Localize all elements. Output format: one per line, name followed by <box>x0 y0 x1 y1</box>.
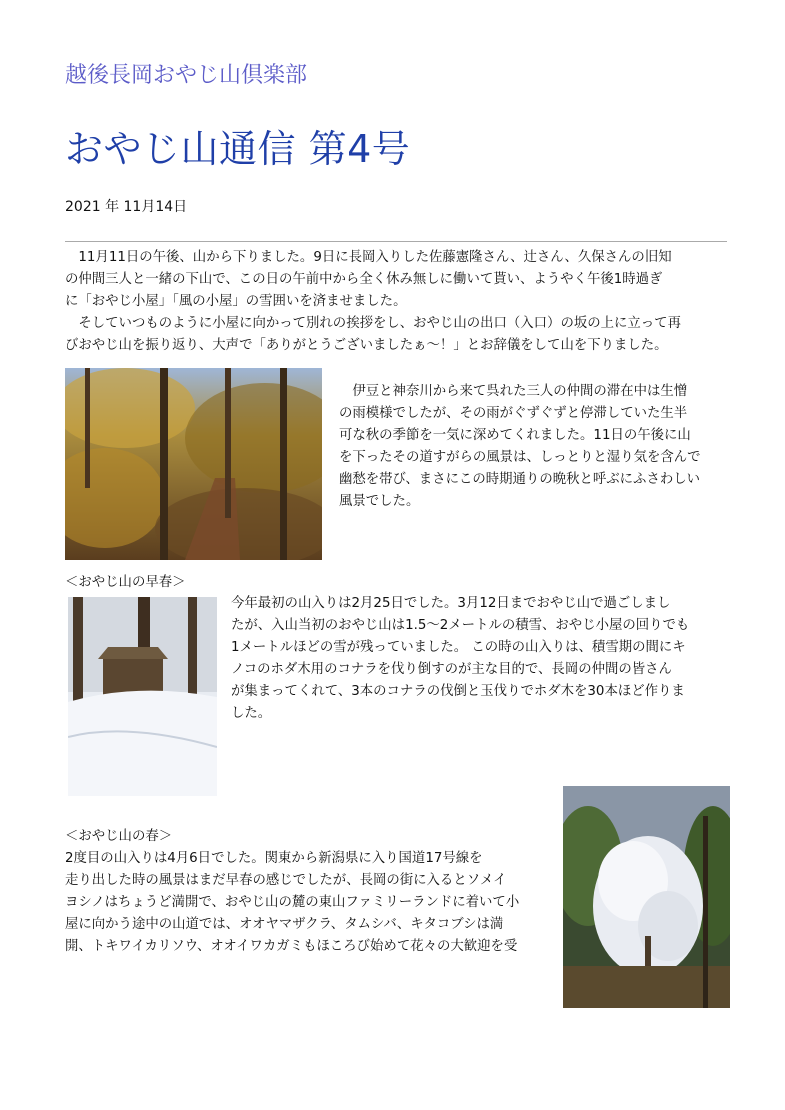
autumn-line: 可な秋の季節を一気に深めてくれました。11日の午後に山 <box>339 428 691 443</box>
spring-caption: ＜おやじ山の春＞ <box>65 829 173 844</box>
early-spring-snow-photo <box>68 597 217 796</box>
autumn-line: を下ったその道すがらの風景は、しっとりと湿り気を含んで <box>339 450 701 465</box>
intro-line: びおやじ山を振り返り、大声で「ありがとうございましたぁ～！」とお辞儀をして山を下りました。 <box>65 338 668 353</box>
autumn-paragraph <box>339 381 701 513</box>
divider <box>65 241 727 242</box>
autumn-line: 風景でした。 <box>339 494 420 509</box>
early-spring-line: たが、入山当初のおやじ山は1.5～2メートルの積雪、おやじ小屋の回りでも <box>231 618 690 633</box>
early-spring-line: ノコのホダ木用のコナラを伐り倒すのが主な目的で、長岡の仲間の皆さん <box>231 662 672 677</box>
early-spring-caption: ＜おやじ山の早春＞ <box>65 575 186 590</box>
intro-line: の仲間三人と一緒の下山で、この日の午前中から全く休み無しに働いて貰い、ようやく午後1時過ぎ <box>65 272 663 287</box>
autumn-line: 幽愁を帯び、まさにこの時期通りの晩秋と呼ぶにふさわしい <box>339 472 701 487</box>
intro-line: そしていつものように小屋に向かって別れの挨拶をし、おやじ山の出口（入口）の坂の上に立って再 <box>65 316 681 331</box>
early-spring-paragraph <box>231 593 689 725</box>
page-title: おやじ山通信 第4号 <box>65 127 411 171</box>
early-spring-line: 今年最初の山入りは2月25日でした。3月12日までおやじ山で過ごしまし <box>231 596 671 611</box>
early-spring-line: した。 <box>231 706 272 721</box>
autumn-line: 伊豆と神奈川から来て呉れた三人の仲間の滞在中は生憎 <box>339 384 688 399</box>
spring-line: 2度目の山入りは4月6日でした。関東から新潟県に入り国道17号線を <box>65 851 483 866</box>
intro-paragraph <box>65 247 681 357</box>
early-spring-line: 1メートルほどの雪が残っていました。 この時の山入りは、積雪期の間にキ <box>231 640 686 655</box>
early-spring-line: が集まってくれて、3本のコナラの伐倒と玉伐りでホダ木を30本ほど作りま <box>231 684 685 699</box>
spring-paragraph <box>65 848 519 958</box>
issue-date: 2021 年 11月14日 <box>65 199 188 215</box>
spring-line: 走り出した時の風景はまだ早春の感じでしたが、長岡の街に入るとソメイ <box>65 873 507 888</box>
spring-blossom-photo <box>563 786 730 1008</box>
intro-line: に「おやじ小屋」「風の小屋」の雪囲いを済ませました。 <box>65 294 407 309</box>
spring-line: 屋に向かう途中の山道では、オオヤマザクラ、タムシバ、キタコブシは満 <box>65 917 504 932</box>
autumn-line: の雨模様でしたが、その雨がぐずぐずと停滞していた生半 <box>339 406 688 421</box>
club-name: 越後長岡おやじ山倶楽部 <box>65 63 308 88</box>
spring-line: ヨシノはちょうど満開で、おやじ山の麓の東山ファミリーランドに着いて小 <box>65 895 520 910</box>
intro-line: 11月11日の午後、山から下りました。9日に長岡入りした佐藤憲隆さん、辻さん、久保さんの旧知 <box>65 250 672 265</box>
autumn-trail-photo <box>65 368 322 560</box>
spring-line: 開、トキワイカリソウ、オオイワカガミもほころび始めて花々の大歓迎を受 <box>65 939 518 954</box>
